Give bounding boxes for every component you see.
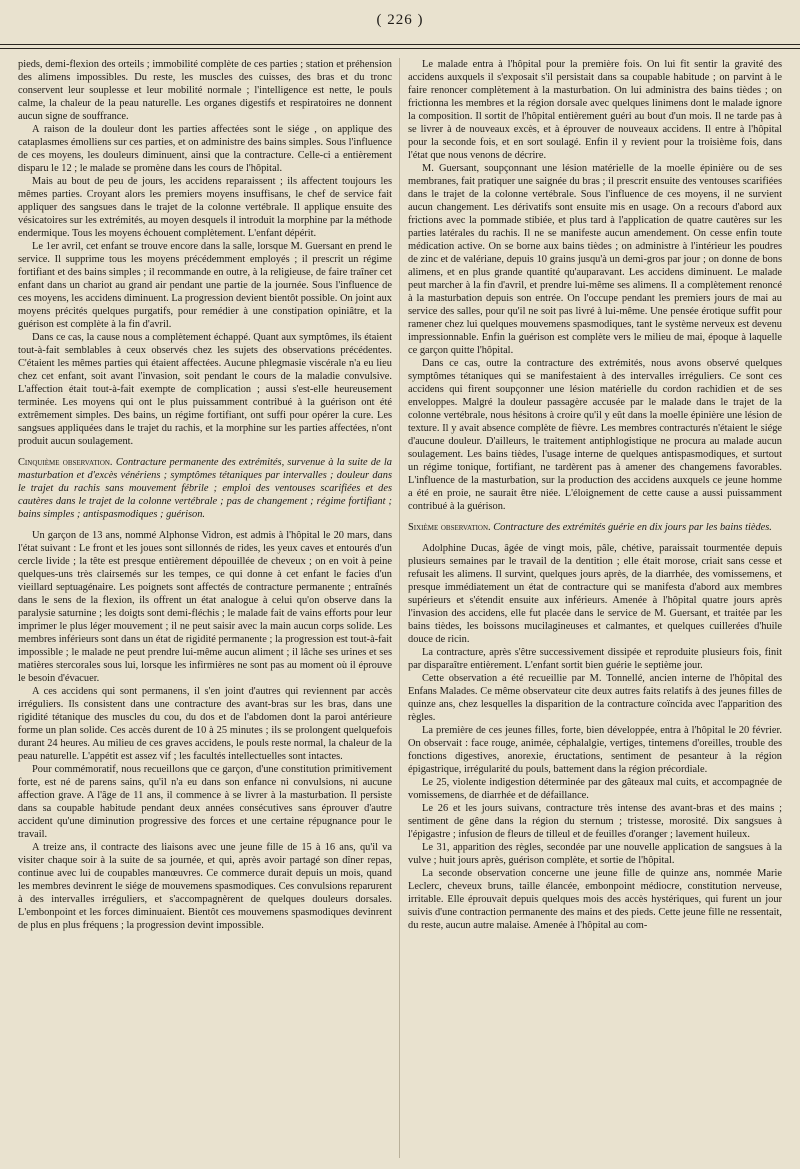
page-number: ( 226 ): [376, 12, 424, 28]
paragraph: Pour commémoratif, nous recueillons que ce garçon, d'une constitution primitivement forte, est né de parens sains, qu'il n'a eu dans son enfance ni convulsions, ni aucune affection grave. A l'âge de 11 ans, il commence à se livrer à la masturbation. Il persiste dans sa coupable habitude pendant deux années consécutives sans éprouver d'autre accident qu'une diminution progressive des forces et une certaine répugnance pour le travail.: [18, 764, 392, 840]
column-divider: [399, 58, 400, 1158]
paragraph: Le 25, violente indigestion déterminée par des gâteaux mal cuits, et accompagnée de vomissemens, de diarrhée et de défaillance.: [408, 777, 782, 801]
header-rule: [0, 44, 800, 45]
observation-label: Cinquième observation.: [18, 457, 113, 468]
paragraph: Dans ce cas, outre la contracture des extrémités, nous avons observé quelques symptômes tétaniques qui se manifestaient à des intervalles irréguliers. Ce sont ces accidens qui firent soupçonner une lésion matérielle du cordon rachidien et de ses enveloppes. Malgré la douleur passagère accusée par le malade dans le trajet de la colonne vertébrale, nous hésitons à croire qu'il y eût dans la moelle épinière une lésion de texture. Il y avait absence complète de fièvre. Les membres contracturés n'étaient le siége d'aucune douleur. D'ailleurs, le traitement antiphlogistique ne procura au malade aucun soulagement. Les bains tièdes, l'usage interne de quelques antispasmodiques, et surtout un régime tonique, fortifiant, ne tardèrent pas à amener des changemens favorables. L'influence de la masturbation, sur la production des accidens auxquels ce jeune homme a été en proie, ne saurait être niée. L'éloignement de cette cause a aussi puissamment contribué à la guérison.: [408, 358, 782, 512]
paragraph: A treize ans, il contracte des liaisons avec une jeune fille de 15 à 16 ans, qu'il va visiter chaque soir à la suite de sa journée, et qui, après avoir partagé son dîner repas, continue avec lui de coupables manœuvres. Ce commerce durait depuis un mois, quand les membres devinrent le siége de mouvemens spasmodiques. Ces convulsions reparurent à des intervalles irréguliers, et s'accompagnèrent de quelques douleurs dorsales. L'embonpoint et les forces diminuaient. Bientôt ces mouvemens spasmodiques devinrent de plus en plus fréquens ; la progression devint impossible.: [18, 842, 392, 931]
observation-heading: [408, 521, 782, 534]
paragraph: La première de ces jeunes filles, forte, bien développée, entra à l'hôpital le 20 février. On observait : face rouge, animée, céphalalgie, vertiges, tintemens d'oreilles, trouble des fonctions digestives, anorexie, éructations, sentiment de pesanteur à la région épigastrique, irrégularité du pouls, battement dans la région précordiale.: [408, 725, 782, 775]
paragraph: A ces accidens qui sont permanens, il s'en joint d'autres qui reviennent par accès irréguliers. Ils consistent dans une contracture des avant-bras sur les bras, dans une rigidité tétanique des muscles du cou, du dos et de l'abdomen dont la paroi antérieure forme un plan solide. Ces accès durent de 10 à 25 minutes ; ils se prolongent quelquefois durant 24 heures. Au milieu de ces graves accidens, le pouls reste normal, la chaleur de la peau naturelle. L'appétit est assez vif ; les facultés intellectuelles sont intactes.: [18, 686, 392, 762]
paragraph: Le malade entra à l'hôpital pour la première fois. On lui fit sentir la gravité des accidens auxquels il s'exposait s'il persistait dans sa coupable habitude ; on parvint à le faire renoncer complètement à la masturbation. On lui administra des bains tièdes ; on frictionna les membres et la région dorsale avec quelques linimens dont le malade ignore la composition. Il sortit de l'hôpital entièrement guéri au bout d'un mois. Il ne tarde pas à se livrer à de nouveaux excès, et à éprouver de nouveaux accidens. Il entre à l'hôpital pour la seconde fois, et en sort soulagé. Enfin il y revient pour la troisième fois, dans l'état que nous venons de décrire.: [408, 59, 782, 161]
observation-title: Contracture des extrémités guérie en dix jours par les bains tièdes.: [493, 522, 772, 533]
paragraph: Mais au bout de peu de jours, les accidens reparaissent ; ils affectent toujours les mêmes parties. Croyant alors les premiers moyens insuffisans, le chef de service fait appliquer des sangsues dans le trajet de la colonne vertébrale. Il applique ensuite des vésicatoires sur les extrémités, au moyen desquels il introduit la morphine par la méthode endermique. Tous les moyens échouent complètement. L'enfant dépérit.: [18, 176, 392, 239]
observation-heading: [18, 456, 392, 521]
header-rule: [0, 48, 800, 49]
paragraph: Le 26 et les jours suivans, contracture très intense des avant-bras et des mains ; sentiment de gêne dans la région du sternum ; tristesse, morosité. Dix sangsues à l'épigastre ; infusion de fleurs de tilleul et de feuilles d'oranger ; lavement huileux.: [408, 803, 782, 840]
paragraph: Un garçon de 13 ans, nommé Alphonse Vidron, est admis à l'hôpital le 20 mars, dans l'état suivant : Le front et les joues sont sillonnés de rides, les yeux caves et entourés d'un cercle livide ; la tête est presque entièrement dépouillée de cheveux ; on en voit à peine quelques-uns très clairsemés sur les tempes, ce qui donne à cet enfant le facies d'un vieillard septuagénaire. Les poignets sont affectés de contracture permanente ; entraînés dans le sens de la flexion, ils offrent un état analogue à celui qu'on observe dans la paralysie saturnine ; les doigts sont demi-fléchis ; le malade fait de vains efforts pour leur imprimer le plus léger mouvement ; il ne peut saisir avec la main aucun corps solide. Les membres inférieurs sont dans un état de rigidité permanente ; la progression est tout-à-fait impossible ; le malade ne peut prendre lui-même aucun aliment ; il lâche ses urines et ses matières stercorales sous lui, lorsque les infirmières ne sont pas au moment où il éprouve le besoin d'évacuer.: [18, 530, 392, 684]
paragraph: La contracture, après s'être successivement dissipée et reproduite plusieurs fois, finit par disparaître entièrement. L'enfant sortit bien guérie le septième jour.: [408, 647, 782, 671]
paragraph: Adolphine Ducas, âgée de vingt mois, pâle, chétive, paraissait tourmentée depuis plusieurs semaines par le travail de la dentition ; elle était morose, criait sans cesse et refusait les alimens. Il survint, quelques jours après, de la diarrhée, des vomissemens, et presque immédiatement un état de contracture qui se manifesta d'abord aux membres supérieurs et s'étendit ensuite aux inférieurs. Amenée à l'hôpital quatre jours après l'invasion des accidens, elle fut placée dans le service de M. Guersant, et traitée par les bains tièdes, les boissons mucilagineuses et calmantes, et quelques cuillerées d'huile douce de ricin.: [408, 543, 782, 645]
paragraph: Dans ce cas, la cause nous a complètement échappé. Quant aux symptômes, ils étaient tout-à-fait semblables à ceux observés chez les sujets des observations précédentes. C'étaient les mêmes parties qui étaient affectées. Aucune phlegmasie viscérale n'a eu lieu chez cet enfant, soit avant l'invasion, soit pendant le cours de la maladie convulsive. L'affection était tout-à-fait exempte de complication ; aussi s'est-elle heureusement terminée. Les moyens qui ont le plus puissamment contribué à la guérison ont été extrêmement simples. Des bains, un régime fortifiant, ont suffi pour opérer la cure. Les sangsues appliquées dans le trajet du rachis, et la morphine sur les parties affectées, n'ont produit aucun soulagement.: [18, 332, 392, 447]
paragraph: M. Guersant, soupçonnant une lésion matérielle de la moelle épinière ou de ses membranes, fait pratiquer une saignée du bras ; il prescrit ensuite des ventouses scarifiées dans le trajet de la colonne vertébrale. Sous l'influence de ces moyens, il ne survient aucun changement. Les dérivatifs sont ensuite mis en usage. On a recours d'abord aux frictions avec la pommade stibiée, et plus tard à l'application de quatre cautères sur les parties latérales du rachis. Il ne se manifeste aucun amendement. On cesse enfin toute médication active. On se borne aux bains tièdes ; on administre à l'intérieur les poudres de zinc et de valériane, depuis 10 grains jusqu'à un demi-gros par jour ; on donne de bons alimens, et en plus grande quantité qu'auparavant. Les accidens diminuent. Le malade peut marcher à la fin d'avril, et prendre lui-même ses alimens. Il a complètement renoncé à la masturbation depuis son entrée. On l'occupe pendant les premiers jours de mai au service des salles, pour qu'il ne soit pas livré à lui-même. Une pensée érotique suffit pour ramener chez lui quelques mouvemens spasmodiques, tant le système nerveux est devenu impressionnable. Enfin la guérison est complète vers le milieu de mai, époque à laquelle ce garçon quitte l'hôpital.: [408, 163, 782, 356]
observation-label: Sixième observation.: [408, 522, 491, 533]
paragraph: La seconde observation concerne une jeune fille de quinze ans, nommée Marie Leclerc, cheveux bruns, taille élancée, embonpoint médiocre, constitution nerveuse, irritable. Elle éprouvait depuis quelques mois des accès hystériques, qui furent un jour suivis d'une contraction permanente des mains et des pieds. Cette jeune fille ne ressentait, du reste, aucun autre malaise. Amenée à l'hôpital au com-: [408, 868, 782, 931]
paragraph: Le 1er avril, cet enfant se trouve encore dans la salle, lorsque M. Guersant en prend le service. Il supprime tous les moyens précédemment employés ; il prescrit un régime fortifiant et des bains simples ; il recommande en outre, à la religieuse, de faire traîner cet enfant dans un chariot au grand air pendant une partie de la journée. Sous l'influence de ces moyens, les accidens diminuent. La progression devient bientôt possible. On joint aux moyens précités quelques purgatifs, pour remédier à une constipation opiniâtre, et la guérison est complète à la fin d'avril.: [18, 241, 392, 330]
right-column: [408, 58, 782, 1163]
paragraph: pieds, demi-flexion des orteils ; immobilité complète de ces parties ; station et préhension des alimens impossibles. Du reste, les muscles des cuisses, des bras et du tronc conservent leur souplesse et leur mobilité normale ; l'intelligence est nette, le pouls calme, la chaleur de la peau naturelle. Les organes digestifs et respiratoires ne donnent aucun signe de souffrance.: [18, 59, 392, 122]
paragraph: Cette observation a été recueillie par M. Tonnellé, ancien interne de l'hôpital des Enfans Malades. Ce même observateur cite deux autres faits relatifs à des jeunes filles de quinze ans, chez lesquelles la disparition de la contracture coïncida avec l'apparition des règles.: [408, 673, 782, 723]
left-column: [18, 58, 392, 1163]
paragraph: Le 31, apparition des règles, secondée par une nouvelle application de sangsues à la vulve ; huit jours après, guérison complète, et sortie de l'hôpital.: [408, 842, 782, 866]
paragraph: A raison de la douleur dont les parties affectées sont le siége , on applique des cataplasmes émolliens sur ces parties, et on administre des bains simples. Sous l'influence de ces moyens, les douleurs diminuent, ainsi que la contracture. Celle-ci a entièrement disparu le 12 ; le malade se promène dans les cours de l'hôpital.: [18, 124, 392, 174]
observation-title: Contracture permanente des extrémités, survenue à la suite de la masturbation et d'excès vénériens ; symptômes tétaniques par intervalles ; douleur dans le trajet du rachis sans mouvement fébrile ; emploi des ventouses scarifiées et des cautères dans le trajet de la colonne vertébrale ; pas de changement ; régime fortifiant ; bains simples ; antispasmodiques ; guérison.: [18, 457, 392, 520]
